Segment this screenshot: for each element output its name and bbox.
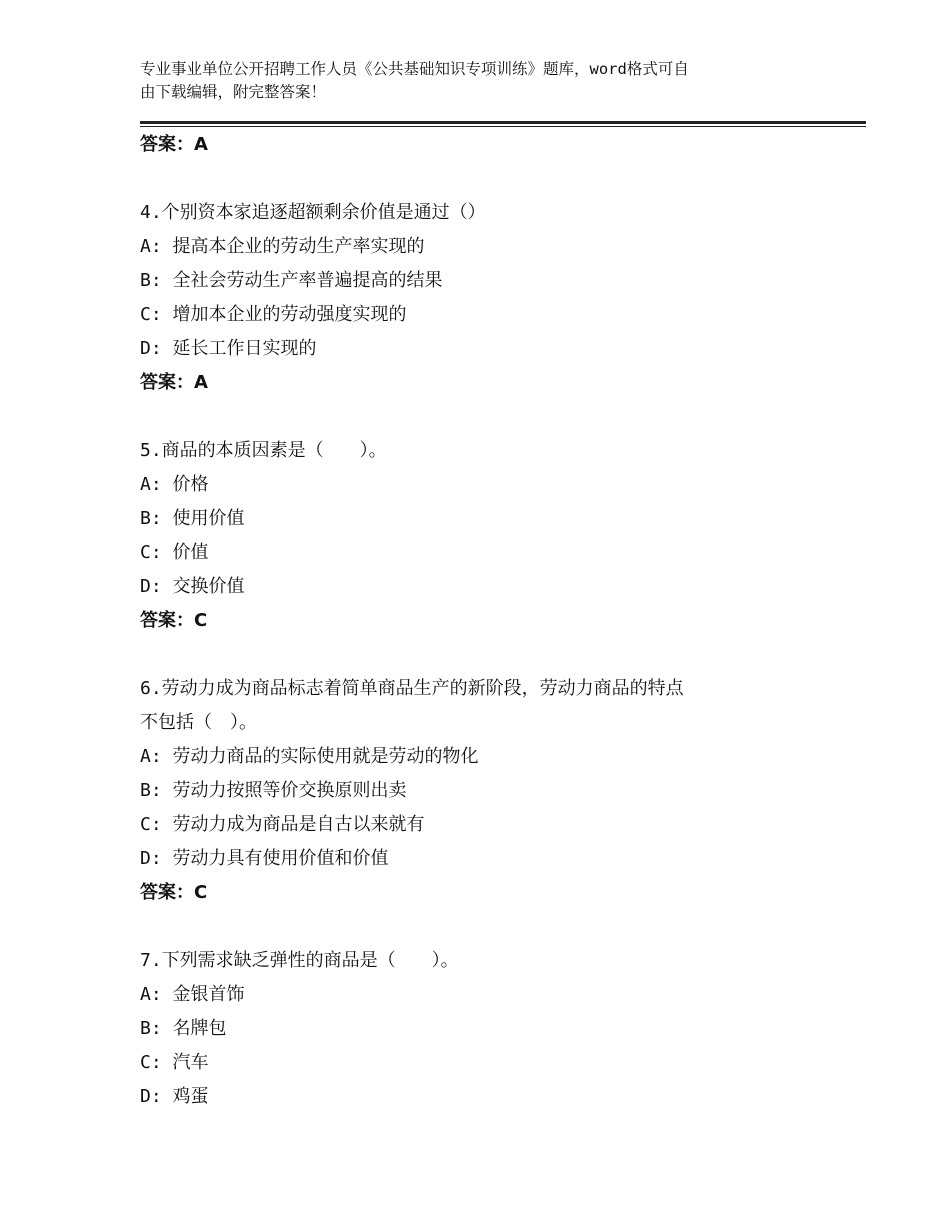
question-text: 7.下列需求缺乏弹性的商品是（ ）。 [140, 950, 459, 971]
question-text: 4.个别资本家追逐超额剩余价值是通过（） [140, 202, 486, 223]
option-b: B: 全社会劳动生产率普遍提高的结果 [140, 270, 443, 291]
answer-label: 答案： [140, 372, 194, 393]
option-a: A: 提高本企业的劳动生产率实现的 [140, 236, 425, 257]
option-b: B: 名牌包 [140, 1018, 227, 1039]
answer-value: C [194, 882, 208, 903]
answer-value: A [194, 372, 208, 393]
question-5 [140, 434, 840, 638]
option-b: B: 使用价值 [140, 508, 245, 529]
header-rule-thin [140, 126, 866, 127]
option-c: C: 劳动力成为商品是自古以来就有 [140, 814, 425, 835]
option-a: A: 劳动力商品的实际使用就是劳动的物化 [140, 746, 479, 767]
question-6 [140, 672, 840, 910]
answer-line [140, 366, 840, 400]
question-4 [140, 196, 840, 400]
answer-label: 答案： [140, 882, 194, 903]
header-rule-thick [140, 121, 866, 124]
answer-value: A [194, 134, 208, 155]
answer-value: C [194, 610, 208, 631]
question-7 [140, 944, 840, 1114]
answer-label: 答案： [140, 134, 194, 155]
option-d: D: 交换价值 [140, 576, 245, 597]
question-text-line-2: 不包括（ ）。 [140, 712, 257, 733]
document-header [140, 58, 820, 104]
option-b: B: 劳动力按照等价交换原则出卖 [140, 780, 407, 801]
question-text: 5.商品的本质因素是（ ）。 [140, 440, 387, 461]
question-list [140, 128, 840, 1114]
header-line-1: 专业事业单位公开招聘工作人员《公共基础知识专项训练》题库，word格式可自 [140, 60, 689, 78]
question-text-line-1: 6.劳动力成为商品标志着简单商品生产的新阶段，劳动力商品的特点 [140, 678, 684, 699]
option-a: A: 金银首饰 [140, 984, 245, 1005]
option-c: C: 增加本企业的劳动强度实现的 [140, 304, 407, 325]
answer-line [140, 876, 840, 910]
option-d: D: 鸡蛋 [140, 1086, 209, 1107]
header-line-2: 由下载编辑，附完整答案！ [140, 83, 327, 101]
option-d: D: 延长工作日实现的 [140, 338, 317, 359]
option-d: D: 劳动力具有使用价值和价值 [140, 848, 389, 869]
option-c: C: 汽车 [140, 1052, 209, 1073]
answer-label: 答案： [140, 610, 194, 631]
answer-line [140, 604, 840, 638]
option-a: A: 价格 [140, 474, 209, 495]
option-c: C: 价值 [140, 542, 209, 563]
answer-line [140, 128, 840, 162]
